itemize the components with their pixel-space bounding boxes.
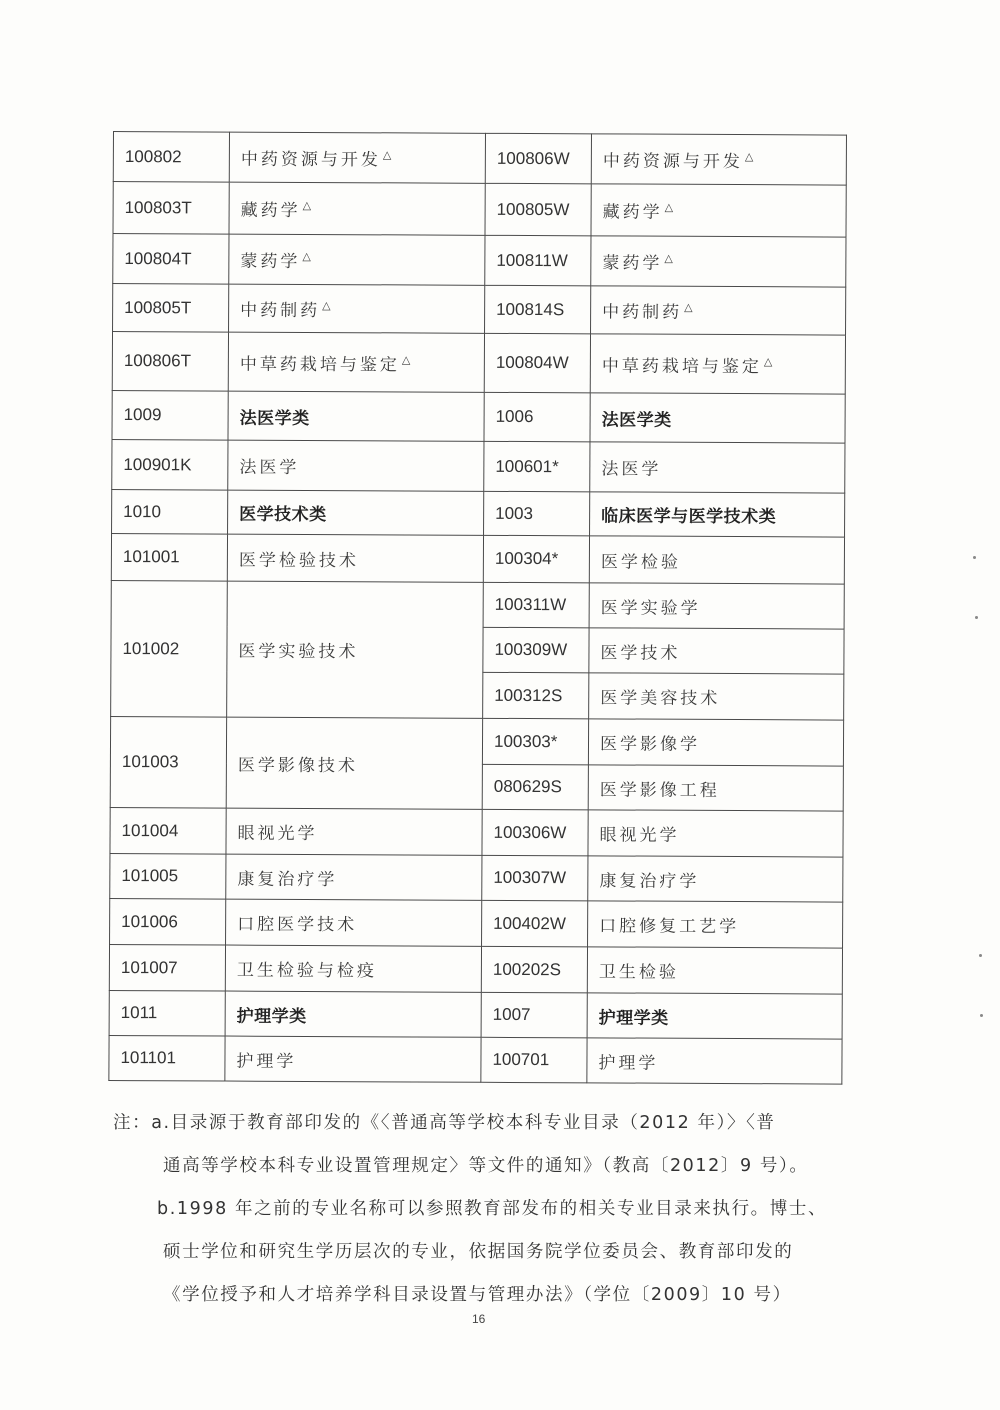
new-code-cell: 100804T — [113, 234, 229, 285]
new-code-cell: 1010 — [112, 489, 228, 534]
old-code-cell: 100312S — [483, 672, 589, 719]
old-code-cell: 100806W — [485, 133, 591, 184]
new-code-cell: 101006 — [110, 898, 226, 945]
new-code-cell: 100901K — [112, 439, 228, 490]
triangle-mark: △ — [664, 201, 674, 215]
new-code-cell: 101007 — [109, 944, 225, 991]
note-line-2: 通高等学校本科专业设置管理规定〉等文件的通知》（教高〔2012〕9 号）。 — [163, 1156, 809, 1176]
old-name-cell: 中药资源与开发 △ — [591, 134, 846, 185]
new-name-cell: 中药制药 △ — [229, 284, 485, 333]
new-code-cell: 1009 — [112, 390, 228, 440]
old-name-cell: 中药制药 △ — [591, 286, 846, 335]
new-code-cell: 101004 — [110, 807, 226, 854]
old-name-cell: 中草药栽培与鉴定 △ — [590, 334, 845, 394]
old-code-cell: 1007 — [481, 992, 587, 1038]
old-code-cell: 100402W — [482, 900, 588, 947]
new-category-cell: 法医学类 — [228, 391, 484, 441]
new-category-cell: 护理学类 — [225, 991, 481, 1037]
scan-speck — [975, 616, 978, 619]
old-code-cell: 100306W — [482, 809, 588, 856]
old-code-cell: 100701 — [481, 1037, 587, 1083]
triangle-mark: △ — [302, 250, 311, 264]
old-name-cell: 康复治疗学 — [588, 856, 843, 902]
old-code-cell: 100814S — [485, 285, 591, 334]
old-name-cell: 蒙药学 △ — [591, 236, 846, 287]
table-row — [109, 944, 842, 994]
old-code-cell: 1003 — [484, 491, 590, 536]
footnotes — [113, 1102, 853, 1317]
table-row — [112, 439, 845, 493]
scan-speck — [980, 1014, 983, 1017]
old-category-cell: 法医学类 — [590, 393, 845, 443]
scan-speck — [973, 556, 976, 559]
new-name-cell: 中草药栽培与鉴定 △ — [228, 332, 484, 392]
old-code-cell: 100804W — [484, 333, 590, 393]
new-name-cell: 医学检验技术 — [227, 534, 483, 582]
triangle-mark: △ — [744, 150, 754, 164]
old-code-cell: 100805W — [485, 183, 591, 236]
table-row — [111, 533, 844, 584]
new-name-cell: 法医学 — [228, 440, 484, 491]
old-code-cell: 100309W — [483, 627, 589, 673]
old-code-cell: 100811W — [485, 235, 591, 286]
old-name-cell: 医学检验 — [589, 536, 844, 584]
old-code-cell: 1006 — [484, 392, 590, 442]
triangle-mark: △ — [684, 301, 693, 315]
old-category-cell: 护理学类 — [587, 993, 842, 1039]
table-row-category — [109, 990, 842, 1039]
new-code-cell: 100803T — [113, 182, 229, 235]
old-name-cell: 眼视光学 — [588, 810, 843, 857]
table-row — [109, 1035, 842, 1084]
new-name-cell: 藏药学 △ — [229, 182, 485, 235]
triangle-mark: △ — [382, 148, 392, 162]
old-name-cell: 法医学 — [590, 442, 845, 493]
triangle-mark: △ — [302, 199, 312, 213]
new-category-cell: 医学技术类 — [228, 490, 484, 535]
old-name-cell: 医学美容技术 — [589, 673, 844, 720]
new-code-cell: 101003 — [110, 716, 226, 808]
triangle-mark: △ — [763, 355, 773, 369]
old-name-cell: 医学实验学 — [589, 583, 844, 629]
triangle-mark: △ — [322, 299, 331, 313]
old-name-cell: 医学影像工程 — [588, 765, 843, 811]
new-code-cell: 101001 — [111, 533, 227, 581]
new-name-cell: 蒙药学 △ — [229, 234, 485, 285]
new-code-cell: 100802 — [113, 132, 229, 183]
new-code-cell: 100805T — [113, 284, 229, 333]
old-code-cell: 100601* — [484, 441, 590, 492]
table-row — [110, 716, 843, 766]
table-row — [113, 132, 846, 186]
table-row — [113, 234, 846, 288]
old-name-cell: 卫生检验 — [587, 947, 842, 994]
table-row-category — [112, 489, 845, 537]
new-code-cell: 100806T — [112, 332, 228, 392]
new-name-cell: 医学影像技术 — [226, 717, 482, 809]
note-line-5: 《学位授予和人才培养学科目录设置与管理办法》（学位〔2009〕10 号） — [163, 1285, 792, 1305]
old-code-cell: 100303* — [482, 718, 588, 765]
new-name-cell: 口腔医学技术 — [226, 899, 482, 946]
table-row — [110, 807, 843, 857]
table-row — [113, 182, 846, 238]
scan-speck — [979, 954, 982, 957]
table-row — [110, 853, 843, 902]
old-name-cell: 医学技术 — [589, 628, 844, 674]
new-name-cell: 康复治疗学 — [226, 854, 482, 900]
old-code-cell: 100311W — [483, 582, 589, 628]
old-code-cell: 100202S — [481, 946, 587, 993]
new-code-cell: 1011 — [109, 990, 225, 1036]
note-line-1: 注：a.目录源于教育部印发的《〈普通高等学校本科专业目录（2012 年）〉〈普 — [113, 1113, 776, 1133]
old-name-cell: 医学影像学 — [588, 719, 843, 766]
old-code-cell: 100304* — [483, 535, 589, 583]
triangle-mark: △ — [664, 252, 673, 266]
old-code-cell: 080629S — [482, 764, 588, 810]
new-name-cell: 卫生检验与检疫 — [225, 945, 481, 992]
new-name-cell: 医学实验技术 — [227, 581, 484, 718]
new-code-cell: 101005 — [110, 853, 226, 899]
table-row — [110, 898, 843, 948]
new-name-cell: 护理学 — [225, 1036, 481, 1082]
old-category-cell: 临床医学与医学技术类 — [590, 492, 845, 537]
table-row — [111, 580, 844, 629]
page-number: 16 — [472, 1312, 486, 1326]
new-code-cell: 101101 — [109, 1035, 225, 1081]
table-row-category — [112, 390, 845, 443]
major-catalog-table — [108, 131, 847, 1085]
triangle-mark: △ — [401, 353, 411, 367]
table-row — [112, 332, 845, 395]
old-name-cell: 藏药学 △ — [591, 184, 846, 237]
old-name-cell: 口腔修复工艺学 — [588, 901, 843, 948]
note-line-4: 硕士学位和研究生学历层次的专业，依据国务院学位委员会、教育部印发的 — [163, 1242, 794, 1262]
old-name-cell: 护理学 — [587, 1038, 842, 1084]
new-name-cell: 眼视光学 — [226, 808, 482, 855]
old-code-cell: 100307W — [482, 855, 588, 901]
table-row — [113, 284, 846, 336]
note-line-3: b.1998 年之前的专业名称可以参照教育部发布的相关专业目录来执行。博士、 — [157, 1199, 828, 1219]
new-name-cell: 中药资源与开发 △ — [229, 132, 485, 183]
new-code-cell: 101002 — [111, 580, 228, 717]
